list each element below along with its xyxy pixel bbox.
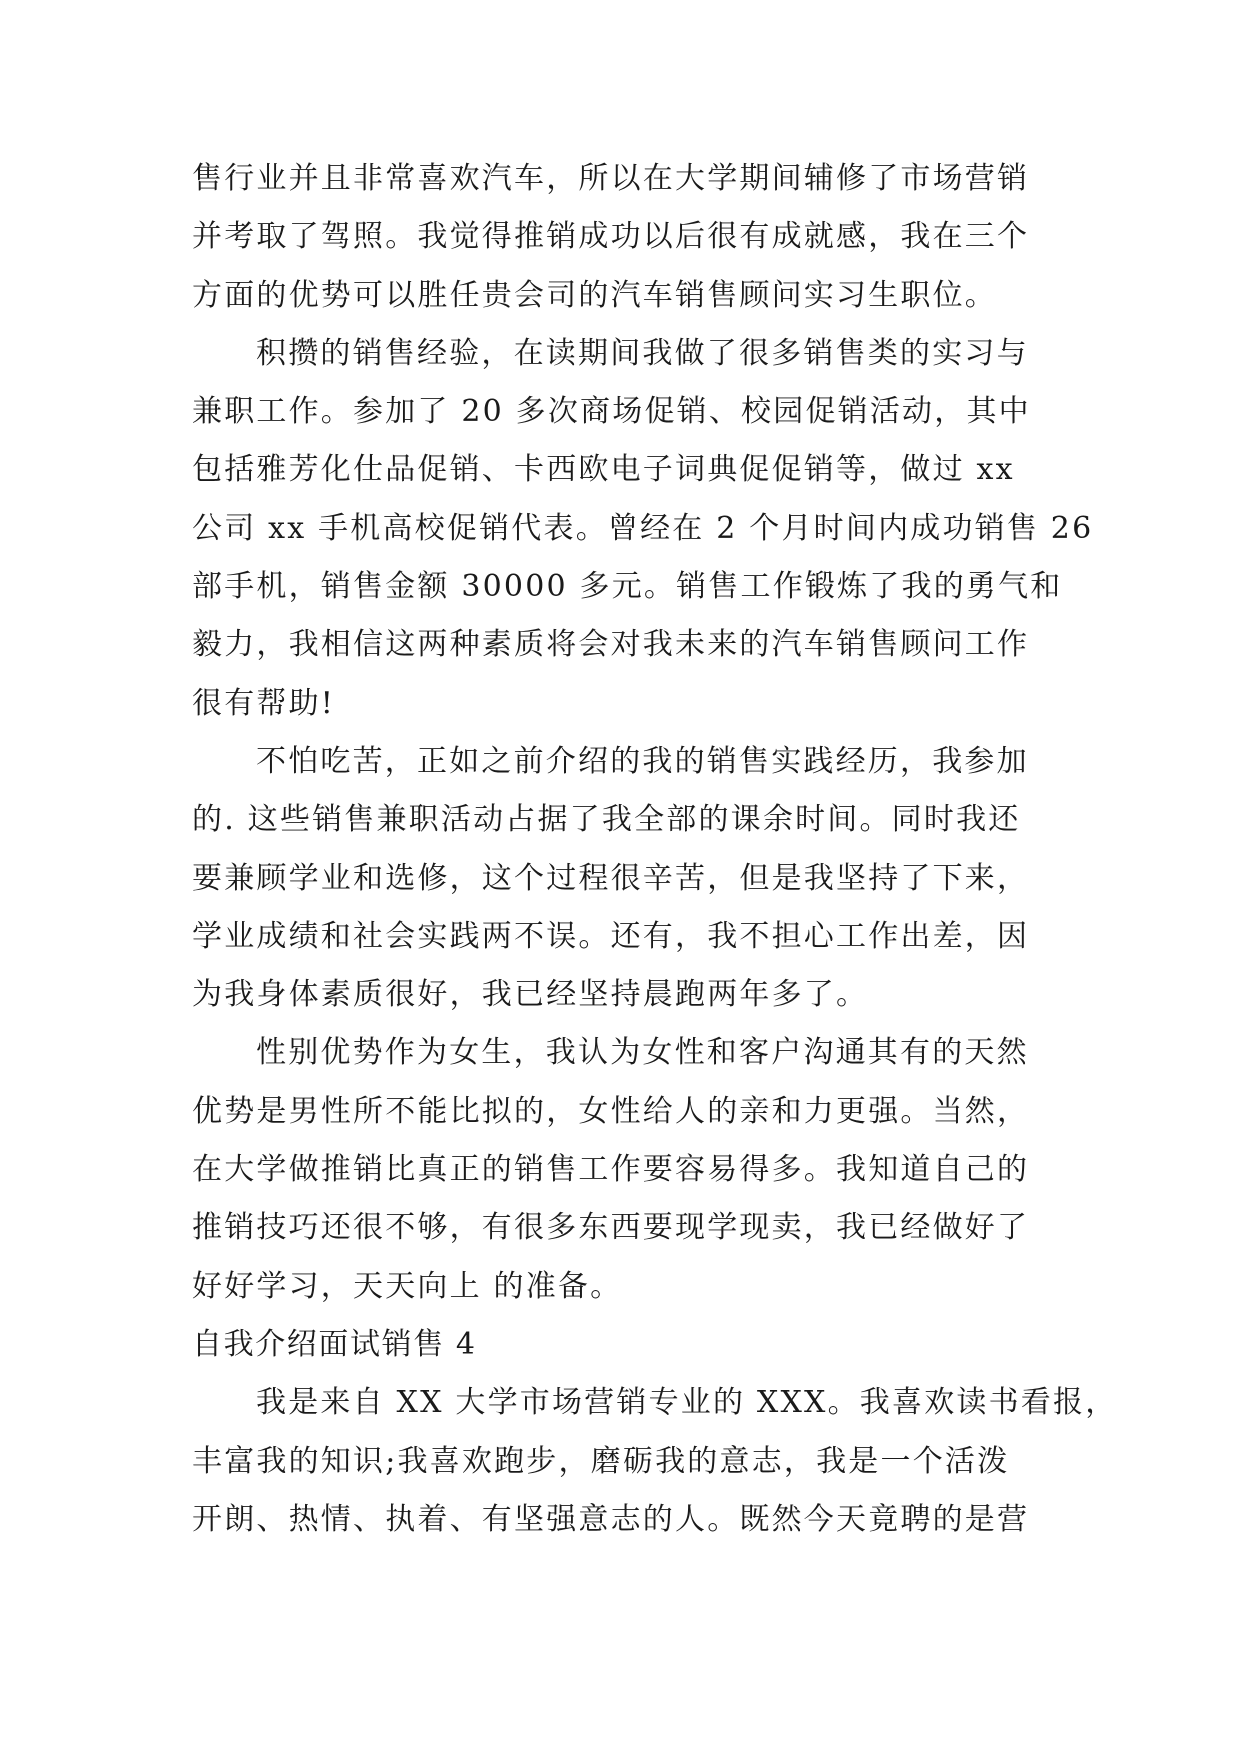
text-line: 在大学做推销比真正的销售工作要容易得多。我知道自己的 — [192, 1152, 1030, 1188]
text-line: 毅力，我相信这两种素质将会对我未来的汽车销售顾问工作 — [192, 627, 1030, 663]
text-line: 包括雅芳化仕品促销、卡西欧电子词典促促销等，做过 xx — [192, 452, 1015, 488]
text-line: 售行业并且非常喜欢汽车，所以在大学期间辅修了市场营销 — [192, 161, 1030, 196]
text-line: 要兼顾学业和选修，这个过程很辛苦，但是我坚持了下来， — [192, 860, 1030, 896]
text-line: 很有帮助! — [192, 685, 336, 721]
text-line: 开朗、热情、执着、有坚强意志的人。既然今天竟聘的是营 — [192, 1501, 1030, 1537]
text-line: 推销技巧还很不够，有很多东西要现学现卖，我已经做好了 — [192, 1210, 1030, 1246]
text-line: 公司 xx 手机高校促销代表。曾经在 2 个月时间内成功销售 26 — [192, 510, 1094, 546]
text-line: 的. 这些销售兼职活动占据了我全部的课余时间。同时我还 — [192, 802, 1021, 838]
paragraph-first-line: 我是来自 XX 大学市场营销专业的 XXX。我喜欢读书看报， — [256, 1385, 1118, 1421]
text-line: 方面的优势可以胜任贵会司的汽车销售顾问实习生职位。 — [192, 277, 997, 313]
text-line: 学业成绩和社会实践两不误。还有，我不担心工作出差，因 — [192, 918, 1030, 954]
text-line: 丰富我的知识;我喜欢跑步，磨砺我的意志，我是一个活泼 — [192, 1443, 1010, 1479]
document-body — [192, 150, 1118, 1549]
paragraph-first-line: 性别优势作为女生，我认为女性和客户沟通其有的天然 — [256, 1035, 1029, 1071]
paragraph-first-line: 不怕吃苦，正如之前介绍的我的销售实践经历，我参加 — [256, 743, 1029, 779]
text-line: 为我身体素质很好，我已经坚持晨跑两年多了。 — [192, 977, 869, 1013]
section-heading: 自我介绍面试销售 4 — [192, 1326, 477, 1362]
text-line: 好好学习，天天向上 的准备。 — [192, 1268, 623, 1304]
text-line: 并考取了驾照。我觉得推销成功以后很有成就感，我在三个 — [192, 219, 1030, 255]
paragraph-first-line: 积攒的销售经验，在读期间我做了很多销售类的实习与 — [256, 335, 1029, 371]
text-line: 优势是男性所不能比拟的，女性给人的亲和力更强。当然， — [192, 1093, 1030, 1129]
text-line: 兼职工作。参加了 20 多次商场促销、校园促销活动，其中 — [192, 394, 1031, 430]
text-line: 部手机，销售金额 30000 多元。销售工作锻炼了我的勇气和 — [192, 569, 1063, 605]
